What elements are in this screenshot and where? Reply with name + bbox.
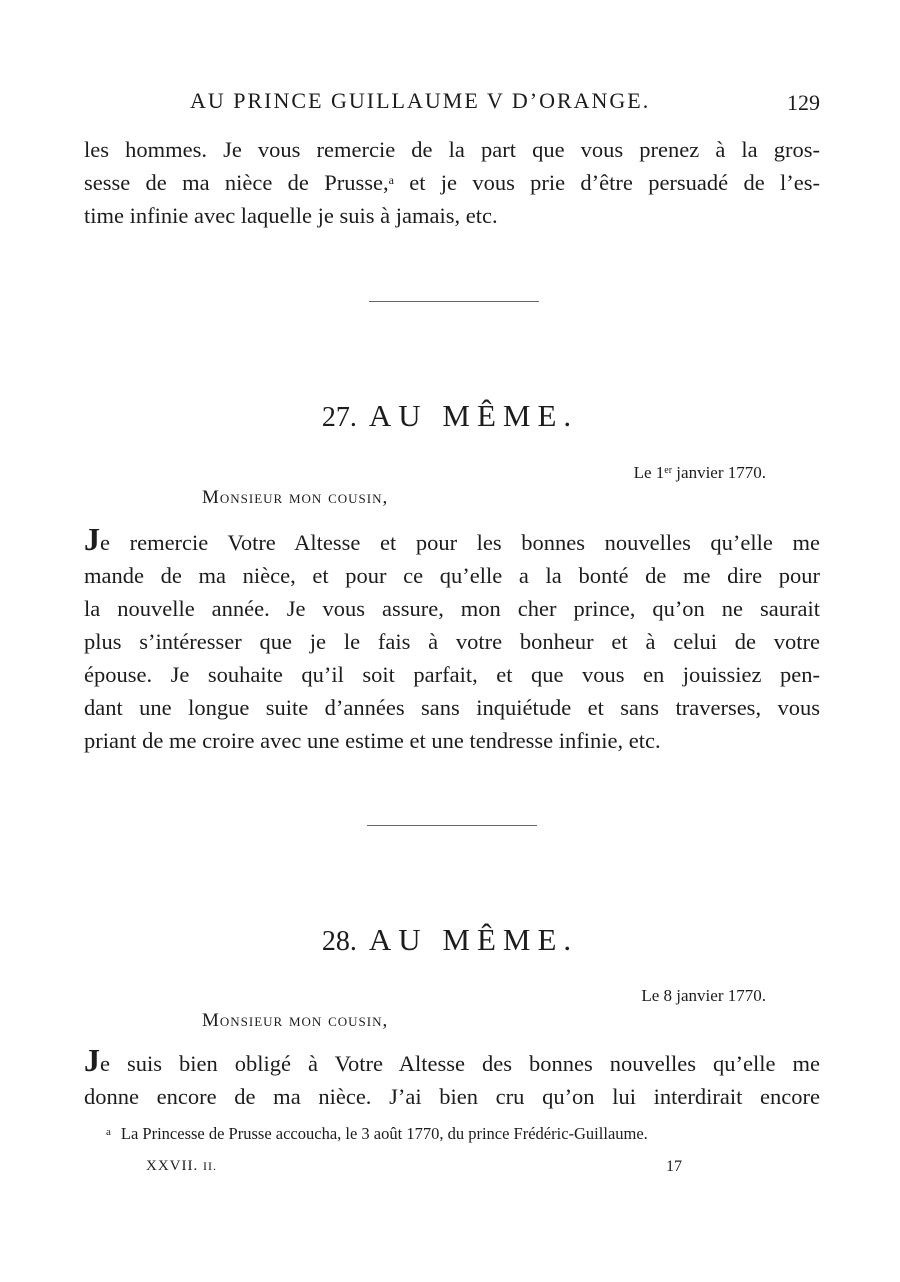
text-line — [84, 521, 820, 559]
text-line: les hommes. Je vous remercie de la part que vous prenez à la gros- — [84, 137, 820, 162]
text-line: dant une longue suite d’années sans inquiétude et sans traverses, vous — [84, 695, 820, 720]
section-divider — [367, 825, 537, 826]
date-ordinal: er — [664, 465, 673, 476]
footnote-mark: a — [106, 1126, 111, 1138]
text-line: la nouvelle année. Je vous assure, mon cher prince, qu’on ne saurait — [84, 596, 820, 621]
page-number: 129 — [787, 90, 820, 115]
text-line: donne encore de ma nièce. J’ai bien cru qu’on lui interdirait encore — [84, 1084, 820, 1109]
running-head: AU PRINCE GUILLAUME V D’ORANGE. — [190, 88, 651, 113]
text-line: time infinie avec laquelle je suis à jamais, etc. — [84, 203, 498, 228]
drop-cap: J — [84, 1042, 100, 1078]
footnote — [106, 1124, 648, 1144]
letter-date — [634, 463, 766, 483]
footnote-ref: a — [388, 173, 394, 187]
letter-title: AU MÊME. — [368, 398, 579, 433]
text-line: priant de me croire avec une estime et une tendresse infinie, etc. — [84, 728, 661, 753]
text-line: plus s’intéresser que je le fais à votre bonheur et à celui de votre — [84, 629, 820, 654]
salutation: Monsieur mon cousin, — [202, 487, 389, 508]
date-text: Le 1 — [633, 463, 665, 482]
letter-title: AU MÊME. — [368, 922, 579, 957]
letter-body — [84, 1042, 820, 1113]
signature-volume: II. — [203, 1159, 217, 1173]
text-line — [84, 166, 820, 199]
text-line — [84, 1042, 820, 1080]
continuation-paragraph — [84, 133, 820, 232]
text-fragment: et je vous prie d’être persuadé de l’es- — [393, 170, 820, 195]
footnote-text: La Princesse de Prusse accoucha, le 3 août 1770, du prince Frédéric-Guillaume. — [120, 1124, 648, 1143]
letter-heading — [0, 922, 900, 958]
text-fragment: sesse de ma nièce de Prusse, — [84, 170, 389, 195]
salutation: Monsieur mon cousin, — [202, 1010, 389, 1031]
section-divider — [369, 301, 539, 302]
drop-cap: J — [84, 521, 100, 557]
printer-signature — [146, 1158, 217, 1175]
letter-body — [84, 521, 820, 757]
letter-date: Le 8 janvier 1770. — [641, 986, 766, 1005]
letter-number: 27. — [321, 402, 357, 433]
signature-main: XXVII. — [146, 1158, 199, 1174]
date-text: janvier 1770. — [672, 463, 766, 482]
text-line: épouse. Je souhaite qu’il soit parfait, et que vous en jouissiez pen- — [84, 662, 820, 687]
text-fragment: e suis bien obligé à Votre Altesse des bonnes nouvelles qu’elle me — [100, 1051, 820, 1076]
letter-heading — [0, 398, 900, 434]
letter-number: 28. — [321, 926, 357, 957]
text-fragment: e remercie Votre Altesse et pour les bonnes nouvelles qu’elle me — [100, 530, 820, 555]
sheet-number: 17 — [666, 1158, 682, 1175]
text-line: mande de ma nièce, et pour ce qu’elle a la bonté de me dire pour — [84, 563, 820, 588]
